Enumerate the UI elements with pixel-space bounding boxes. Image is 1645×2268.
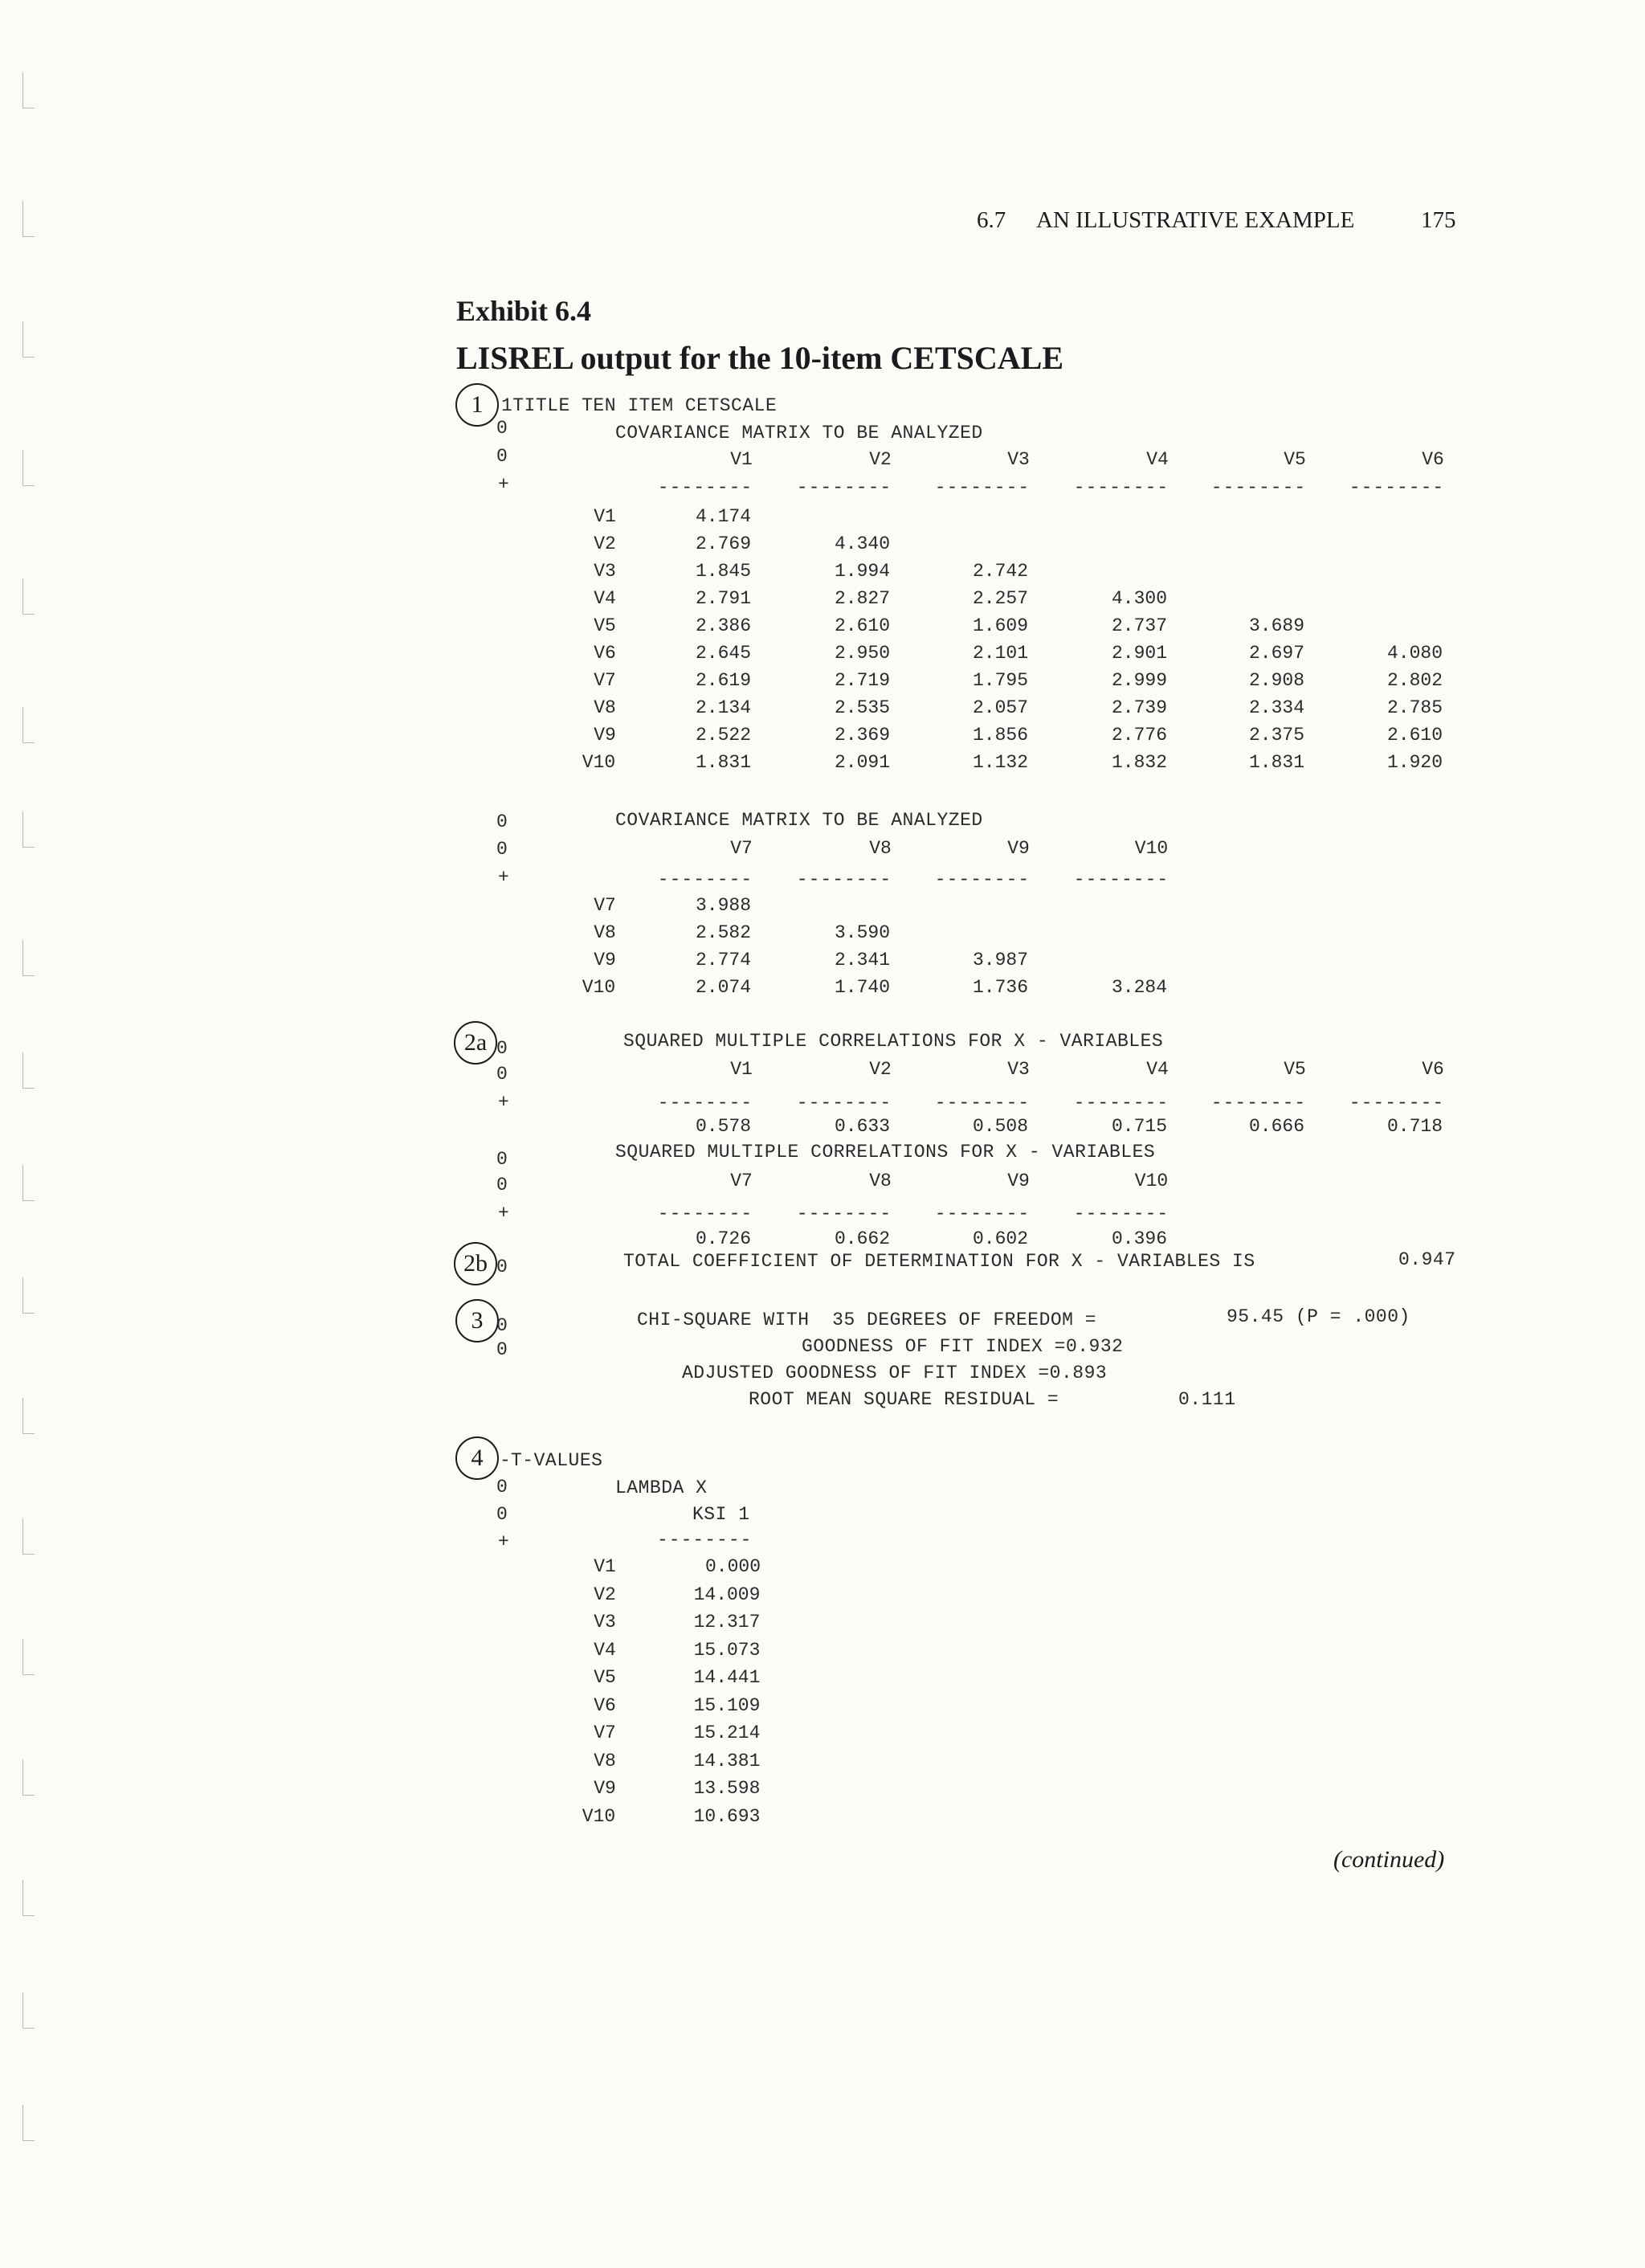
cov1-col-header: V3 <box>1007 449 1030 470</box>
cov1-row-label: V6 <box>594 643 616 664</box>
smc2-col-dash: -------- <box>934 1203 1031 1224</box>
smc2-col-header: V8 <box>869 1171 892 1191</box>
cov2-cell: 3.987 <box>973 950 1029 971</box>
gfi-text: GOODNESS OF FIT INDEX =0.932 <box>802 1336 1124 1357</box>
continued-note: (continued) <box>1333 1846 1445 1873</box>
cov1-cell: 1.831 <box>696 752 752 773</box>
cov1-cell: 1.795 <box>973 670 1029 691</box>
cov1-cell: 1.831 <box>1249 752 1305 773</box>
cc-mark-5: + <box>498 867 509 888</box>
cov2-col-dash: -------- <box>796 869 892 890</box>
cov1-cell: 3.689 <box>1249 615 1305 636</box>
binding-marks <box>22 0 39 2268</box>
smc1-value: 0.508 <box>973 1116 1029 1137</box>
t-value: 15.109 <box>693 1694 761 1716</box>
cc-mark-16: 0 <box>496 1504 508 1525</box>
smc2-col-header: V7 <box>730 1171 753 1191</box>
cov1-col-dash: -------- <box>796 477 892 498</box>
chi-square-value: 95.45 (P = .000) <box>1227 1306 1410 1327</box>
rmsr-value: 0.111 <box>1178 1389 1236 1410</box>
cov1-row-label: V1 <box>594 506 616 527</box>
cov1-col-dash: -------- <box>1210 477 1307 498</box>
cov2-row-label: V9 <box>594 950 616 971</box>
smc2-col-dash: -------- <box>796 1203 892 1224</box>
smc1-col-dash: -------- <box>1349 1093 1445 1114</box>
cov2-col-dash: -------- <box>657 869 753 890</box>
cov1-cell: 2.369 <box>835 725 891 746</box>
marker-4: 4 <box>455 1436 499 1480</box>
t-value: 0.000 <box>705 1556 761 1577</box>
cc-mark-12: 0 <box>496 1257 508 1277</box>
cov1-col-header: V6 <box>1422 449 1444 470</box>
t-row-label: V2 <box>594 1584 616 1605</box>
agfi-text: ADJUSTED GOODNESS OF FIT INDEX =0.893 <box>682 1363 1108 1383</box>
t-row-label: V6 <box>594 1694 616 1716</box>
cov1-cell: 2.827 <box>835 588 891 609</box>
t-row-label: V9 <box>594 1778 616 1799</box>
cc-mark-9: 0 <box>496 1149 508 1170</box>
cov2-cell: 1.740 <box>835 977 891 998</box>
cc-mark-7: 0 <box>496 1064 508 1085</box>
cov1-cell: 2.802 <box>1387 670 1443 691</box>
cov1-cell: 2.610 <box>1387 725 1443 746</box>
cc-mark-4: 0 <box>496 839 508 860</box>
cov1-cell: 1.845 <box>696 561 752 582</box>
cov1-cell: 2.101 <box>973 643 1029 664</box>
t-values-heading: T-VALUES <box>511 1450 603 1471</box>
cov2-cell: 3.988 <box>696 895 752 916</box>
cov1-row-label: V10 <box>582 752 616 773</box>
cov1-cell: 2.134 <box>696 697 752 718</box>
cov1-cell: 4.080 <box>1387 643 1443 664</box>
exhibit-label: Exhibit 6.4 <box>456 295 592 327</box>
cc-mark-6: 0 <box>496 1038 508 1059</box>
t-row-label: V5 <box>594 1667 616 1688</box>
t-value: 14.381 <box>693 1750 761 1771</box>
smc1-col-dash: -------- <box>934 1093 1031 1114</box>
rmsr-text: ROOT MEAN SQUARE RESIDUAL = <box>749 1389 1059 1410</box>
cov1-row-label: V3 <box>594 561 616 582</box>
cov2-col-dash: -------- <box>1073 869 1169 890</box>
cov1-col-dash: -------- <box>1073 477 1169 498</box>
cov1-col-header: V4 <box>1146 449 1169 470</box>
cov2-row-label: V10 <box>582 977 616 998</box>
cov1-cell: 2.697 <box>1249 643 1305 664</box>
smc1-col-header: V5 <box>1284 1059 1306 1080</box>
cov2-row-label: V8 <box>594 922 616 943</box>
t-value: 13.598 <box>693 1778 761 1799</box>
cov1-row-label: V7 <box>594 670 616 691</box>
running-head-title: AN ILLUSTRATIVE EXAMPLE <box>1036 207 1355 233</box>
t-value: 15.073 <box>693 1639 761 1661</box>
cov1-cell: 2.522 <box>696 725 752 746</box>
smc1-value: 0.718 <box>1387 1116 1443 1137</box>
smc2-heading: SQUARED MULTIPLE CORRELATIONS FOR X - VARIABLES <box>615 1142 1156 1163</box>
cov1-cell: 2.737 <box>1112 615 1168 636</box>
cov1-cell: 1.994 <box>835 561 891 582</box>
cov1-cell: 2.719 <box>835 670 891 691</box>
cov2-cell: 3.284 <box>1112 977 1168 998</box>
t-values-dash: - <box>500 1450 512 1471</box>
cov1-col-dash: -------- <box>1349 477 1445 498</box>
cov1-cell: 2.057 <box>973 697 1029 718</box>
cov1-row-label: V5 <box>594 615 616 636</box>
cc-mark-2: + <box>498 474 509 495</box>
smc2-col-header: V9 <box>1007 1171 1030 1191</box>
cov1-col-dash: -------- <box>934 477 1031 498</box>
cov1-cell: 2.257 <box>973 588 1029 609</box>
title-line: 1TITLE TEN ITEM CETSCALE <box>501 395 778 416</box>
smc2-col-dash: -------- <box>657 1203 753 1224</box>
smc2-value: 0.602 <box>973 1228 1029 1249</box>
marker-1: 1 <box>455 383 499 427</box>
cov1-row-label: V9 <box>594 725 616 746</box>
cov1-cell: 2.791 <box>696 588 752 609</box>
cov2-heading: COVARIANCE MATRIX TO BE ANALYZED <box>615 810 983 831</box>
exhibit-title: LISREL output for the 10-item CETSCALE <box>456 340 1064 376</box>
t-row-label: V1 <box>594 1556 616 1577</box>
smc1-heading: SQUARED MULTIPLE CORRELATIONS FOR X - VARIABLES <box>623 1031 1164 1052</box>
cov2-col-header: V10 <box>1134 838 1169 859</box>
cov1-cell: 1.609 <box>973 615 1029 636</box>
cov1-cell: 2.739 <box>1112 697 1168 718</box>
smc1-col-dash: -------- <box>1210 1093 1307 1114</box>
ksi-col-header: KSI 1 <box>692 1504 750 1525</box>
cov1-row-label: V8 <box>594 697 616 718</box>
cov1-cell: 2.901 <box>1112 643 1168 664</box>
t-value: 14.009 <box>693 1584 761 1605</box>
cov1-cell: 4.174 <box>696 506 752 527</box>
t-value: 10.693 <box>693 1805 761 1827</box>
cc-mark-11: + <box>498 1203 509 1224</box>
cov1-cell: 4.340 <box>835 533 891 554</box>
cov1-cell: 1.132 <box>973 752 1029 773</box>
cov1-row-label: V4 <box>594 588 616 609</box>
cov1-cell: 2.619 <box>696 670 752 691</box>
cov2-cell: 3.590 <box>835 922 891 943</box>
smc1-value: 0.666 <box>1249 1116 1305 1137</box>
chi-square-text: CHI-SQUARE WITH 35 DEGREES OF FREEDOM = <box>637 1310 1097 1330</box>
cov1-cell: 1.856 <box>973 725 1029 746</box>
smc1-col-header: V3 <box>1007 1059 1030 1080</box>
cov1-col-header: V2 <box>869 449 892 470</box>
cov2-col-dash: -------- <box>934 869 1031 890</box>
cov1-col-header: V5 <box>1284 449 1306 470</box>
t-row-label: V7 <box>594 1722 616 1743</box>
cov1-cell: 2.610 <box>835 615 891 636</box>
cc-mark-1: 0 <box>496 446 508 467</box>
lambda-x-heading: LAMBDA X <box>615 1477 708 1498</box>
smc1-col-header: V2 <box>869 1059 892 1080</box>
ksi-col-dash: -------- <box>657 1530 753 1551</box>
cov2-col-header: V7 <box>730 838 753 859</box>
cov1-col-dash: -------- <box>657 477 753 498</box>
cc-mark-15: 0 <box>496 1477 508 1498</box>
t-row-label: V8 <box>594 1750 616 1771</box>
cc-mark-13: 0 <box>496 1315 508 1336</box>
cov2-cell: 2.774 <box>696 950 752 971</box>
marker-2b: 2b <box>454 1242 497 1285</box>
smc2-value: 0.726 <box>696 1228 752 1249</box>
cov2-row-label: V7 <box>594 895 616 916</box>
marker-3: 3 <box>455 1299 499 1342</box>
cc-mark-0: 0 <box>496 418 508 439</box>
cov1-cell: 2.742 <box>973 561 1029 582</box>
smc1-value: 0.633 <box>835 1116 891 1137</box>
smc2-value: 0.662 <box>835 1228 891 1249</box>
marker-2a: 2a <box>454 1021 497 1065</box>
cov1-col-header: V1 <box>730 449 753 470</box>
cov1-cell: 2.785 <box>1387 697 1443 718</box>
cc-mark-3: 0 <box>496 811 508 832</box>
tcd-value: 0.947 <box>1398 1249 1456 1270</box>
tcd-text: TOTAL COEFFICIENT OF DETERMINATION FOR X - VARIABLES IS <box>623 1251 1255 1272</box>
smc2-col-header: V10 <box>1134 1171 1169 1191</box>
cov1-heading: COVARIANCE MATRIX TO BE ANALYZED <box>615 423 983 443</box>
cov1-cell: 2.334 <box>1249 697 1305 718</box>
smc1-col-dash: -------- <box>796 1093 892 1114</box>
cov1-cell: 2.645 <box>696 643 752 664</box>
t-row-label: V10 <box>582 1805 616 1827</box>
t-value: 12.317 <box>693 1612 761 1633</box>
smc1-col-dash: -------- <box>1073 1093 1169 1114</box>
running-head-section: 6.7 <box>977 207 1006 233</box>
cov1-cell: 1.920 <box>1387 752 1443 773</box>
cov1-row-label: V2 <box>594 533 616 554</box>
cov1-cell: 2.375 <box>1249 725 1305 746</box>
cov1-cell: 2.776 <box>1112 725 1168 746</box>
cov2-cell: 1.736 <box>973 977 1029 998</box>
cc-mark-14: 0 <box>496 1339 508 1360</box>
cov1-cell: 2.386 <box>696 615 752 636</box>
smc1-col-header: V1 <box>730 1059 753 1080</box>
cov1-cell: 1.832 <box>1112 752 1168 773</box>
cov1-cell: 2.091 <box>835 752 891 773</box>
cc-mark-8: + <box>498 1092 509 1113</box>
smc1-col-header: V4 <box>1146 1059 1169 1080</box>
cov2-cell: 2.074 <box>696 977 752 998</box>
cov2-col-header: V9 <box>1007 838 1030 859</box>
smc1-value: 0.715 <box>1112 1116 1168 1137</box>
cov1-cell: 2.950 <box>835 643 891 664</box>
t-row-label: V3 <box>594 1612 616 1633</box>
cc-mark-10: 0 <box>496 1175 508 1195</box>
smc1-col-header: V6 <box>1422 1059 1444 1080</box>
smc2-col-dash: -------- <box>1073 1203 1169 1224</box>
cc-mark-17: + <box>498 1531 509 1552</box>
cov1-cell: 2.769 <box>696 533 752 554</box>
t-value: 15.214 <box>693 1722 761 1743</box>
smc1-value: 0.578 <box>696 1116 752 1137</box>
cov1-cell: 2.535 <box>835 697 891 718</box>
t-row-label: V4 <box>594 1639 616 1661</box>
smc1-col-dash: -------- <box>657 1093 753 1114</box>
cov2-cell: 2.341 <box>835 950 891 971</box>
cov1-cell: 2.908 <box>1249 670 1305 691</box>
cov2-cell: 2.582 <box>696 922 752 943</box>
page-number: 175 <box>1421 207 1456 233</box>
smc2-value: 0.396 <box>1112 1228 1168 1249</box>
cov1-cell: 4.300 <box>1112 588 1168 609</box>
cov2-col-header: V8 <box>869 838 892 859</box>
t-value: 14.441 <box>693 1667 761 1688</box>
cov1-cell: 2.999 <box>1112 670 1168 691</box>
